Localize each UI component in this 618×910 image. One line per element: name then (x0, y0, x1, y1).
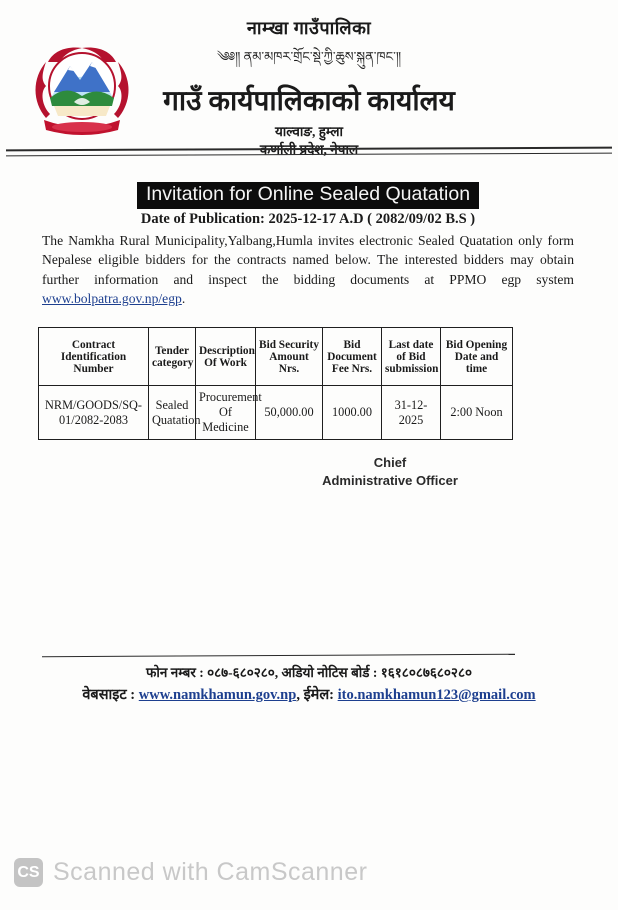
email-link[interactable]: ito.namkhamun123@gmail.com (337, 687, 536, 703)
cell-contract-id: NRM/GOODS/SQ-01/2082-2083 (39, 386, 149, 440)
signature-title-line1: Chief (373, 455, 407, 471)
letterfoot (0, 655, 618, 704)
municipality-name: नाम्खा गाउँपालिका (246, 18, 372, 38)
footer-divider-line (42, 654, 515, 657)
camscanner-icon: CS (14, 858, 43, 887)
notice-paragraph-text: The Namkha Rural Municipality,Yalbang,Humla invites electronic Sealed Quatation only form Nepalese eligible bidders for the contracts named below. The interested bidders may obtain further information and inspect the bidding documents at PPMO egp system (42, 233, 574, 287)
notice-body (0, 148, 618, 489)
office-name: गाउँ कार्यपालिकाको कार्यालय (163, 86, 455, 117)
email-label: , ईमेल: (296, 687, 338, 703)
footer-contact-line (0, 684, 618, 704)
cell-tender-category: Sealed Quatation (149, 386, 196, 440)
cell-bid-opening: 2:00 Noon (441, 386, 513, 440)
publication-date: Date of Publication: 2025-12-17 A.D ( 2082/09/02 B.S ) (140, 211, 476, 227)
col-document-fee: Bid Document Fee Nrs. (323, 328, 382, 386)
col-last-date: Last date of Bid submission (382, 328, 441, 386)
notice-title: Invitation for Online Sealed Quatation (137, 182, 479, 209)
col-contract-id: Contract Identification Number (39, 328, 149, 386)
letterhead-text (0, 16, 618, 159)
notice-paragraph (42, 231, 574, 308)
signature-block (290, 454, 490, 489)
col-bid-opening: Bid Opening Date and time (441, 328, 513, 386)
table-header-row (39, 328, 513, 386)
cell-description: Procurement Of Medicine (196, 386, 256, 440)
table-row (39, 386, 513, 440)
letterhead (0, 0, 618, 158)
address-line-2: कर्णाली प्रदेश, नेपाल (259, 142, 359, 158)
address-line-1: याल्वाङ, हुम्ला (274, 124, 344, 139)
cell-bid-security: 50,000.00 (256, 386, 323, 440)
bolpatra-link[interactable]: www.bolpatra.gov.np/egp (42, 290, 182, 306)
cell-last-date: 31-12-2025 (382, 386, 441, 440)
camscanner-watermark (14, 858, 367, 887)
col-description: Description Of Work (196, 328, 256, 386)
website-label: वेबसाइट : (82, 687, 139, 703)
website-link[interactable]: www.namkhamun.gov.np (138, 687, 297, 703)
col-tender-category: Tender category (149, 328, 196, 386)
notice-paragraph-period: . (181, 290, 186, 306)
col-bid-security: Bid Security Amount Nrs. (256, 328, 323, 386)
footer-phone-line: फोन नम्बर : ०८७-६८०२८०, अडियो नोटिस बोर्ड : १६१८०८७६८०२८० (145, 665, 472, 680)
camscanner-text: Scanned with CamScanner (53, 858, 368, 886)
signature-title-line2: Administrative Officer (322, 472, 458, 488)
municipality-name-tibetan: ༄༅༎ ནམ་མཁར་གྲོང་སྡེ་ཀྱི་ཆུས་སྐུན་ཁང་༎ (216, 49, 402, 64)
cell-document-fee: 1000.00 (323, 386, 382, 440)
tender-table (38, 327, 513, 440)
